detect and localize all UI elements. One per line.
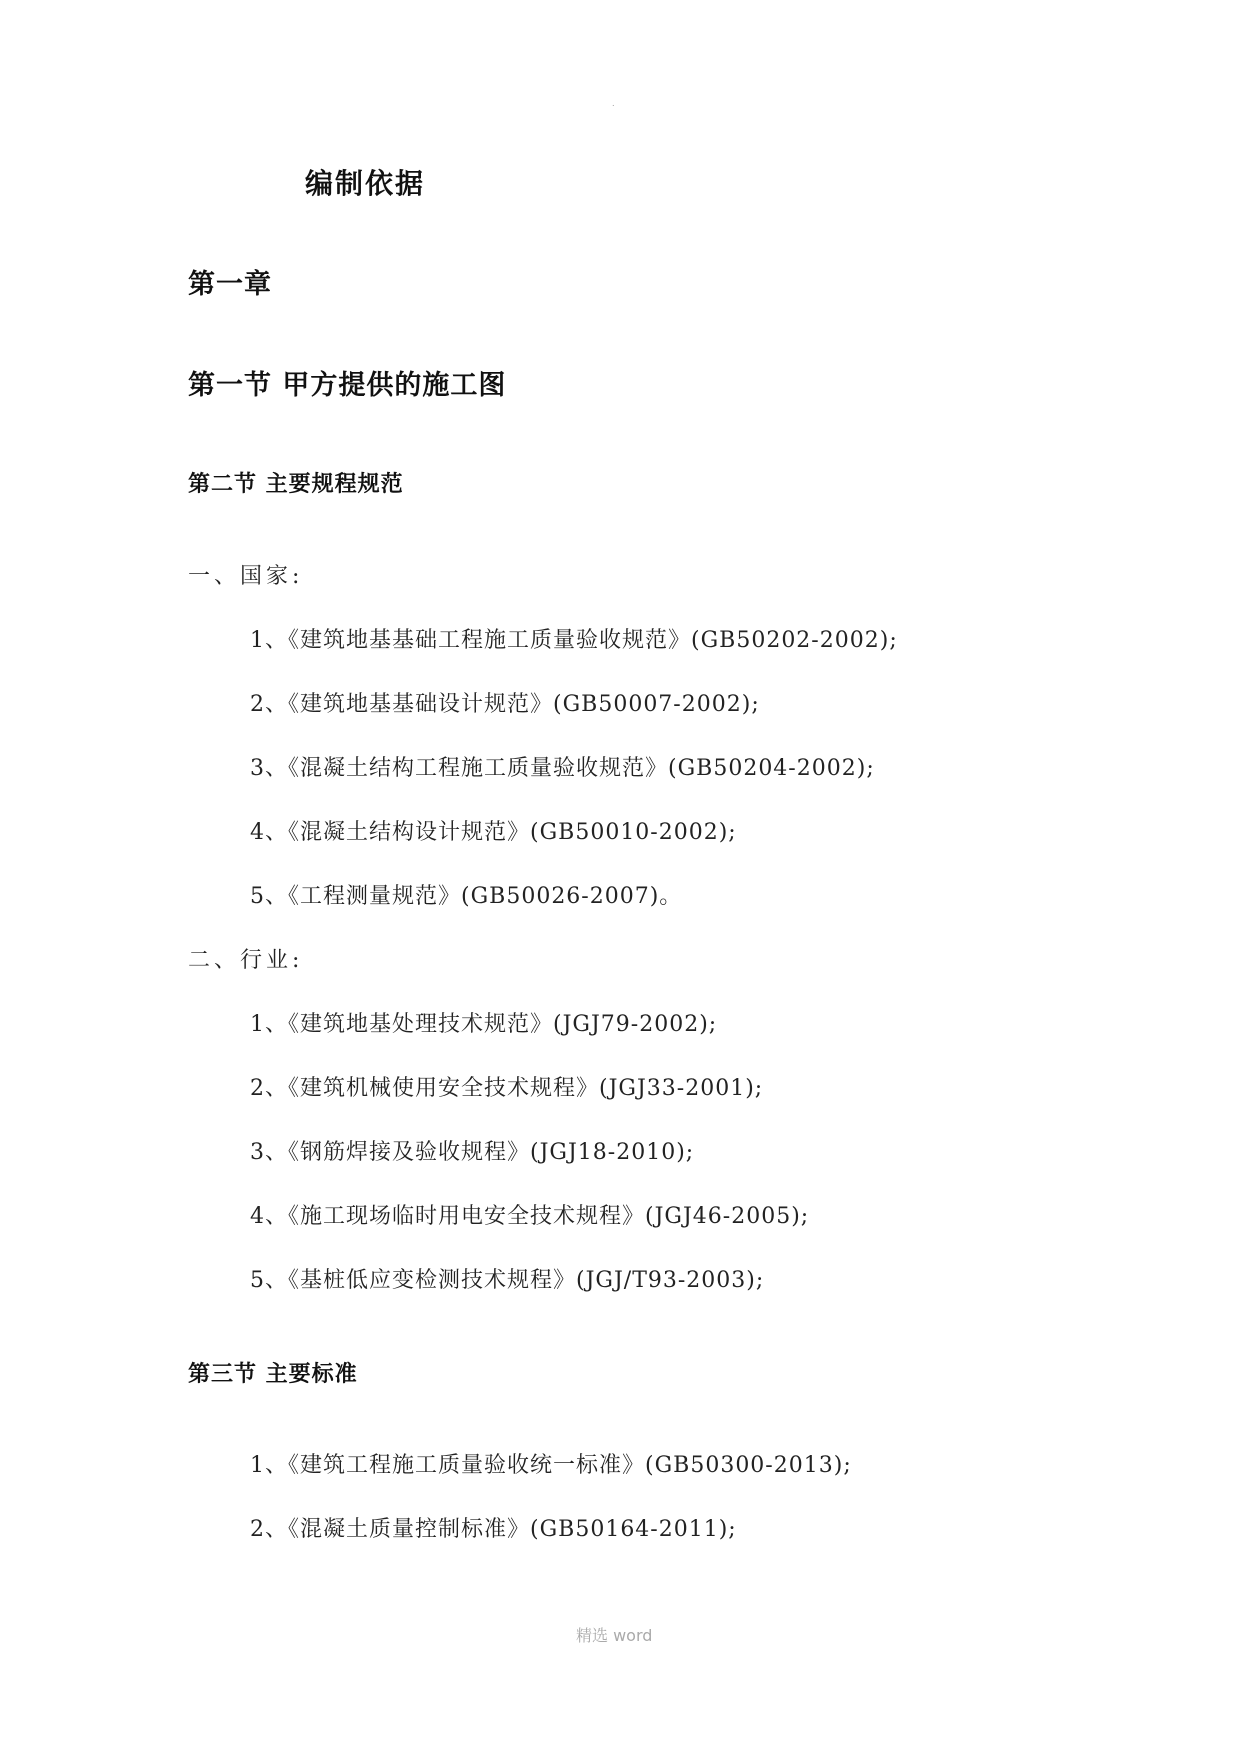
list-item: 2、《建筑地基基础设计规范》(GB50007-2002); <box>250 692 760 717</box>
section-3-heading: 第三节 主要标准 <box>188 1362 358 1387</box>
list-item: 1、《建筑地基基础工程施工质量验收规范》(GB50202-2002); <box>250 628 898 653</box>
list-item: 5、《工程测量规范》(GB50026-2007)。 <box>250 884 683 909</box>
category-national-label: 一、国家: <box>188 564 304 589</box>
chapter-heading: 第一章 <box>188 269 272 300</box>
list-item: 2、《混凝土质量控制标准》(GB50164-2011); <box>250 1517 737 1542</box>
list-item: 1、《建筑地基处理技术规范》(JGJ79-2002); <box>250 1012 718 1037</box>
list-item: 1、《建筑工程施工质量验收统一标准》(GB50300-2013); <box>250 1453 852 1478</box>
list-item: 3、《混凝土结构工程施工质量验收规范》(GB50204-2002); <box>250 756 875 781</box>
footer-watermark: 精选 word <box>576 1626 653 1645</box>
list-item: 2、《建筑机械使用安全技术规程》(JGJ33-2001); <box>250 1076 764 1101</box>
list-item: 5、《基桩低应变检测技术规程》(JGJ/T93-2003); <box>250 1268 765 1293</box>
list-item: 4、《混凝土结构设计规范》(GB50010-2002); <box>250 820 737 845</box>
section-2-heading: 第二节 主要规程规范 <box>188 472 404 497</box>
category-industry-label: 二、行业: <box>188 948 304 973</box>
list-item: 4、《施工现场临时用电安全技术规程》(JGJ46-2005); <box>250 1204 810 1229</box>
list-item: 3、《钢筋焊接及验收规程》(JGJ18-2010); <box>250 1140 695 1165</box>
header-mark: . <box>612 99 615 108</box>
section-1-heading: 第一节 甲方提供的施工图 <box>188 370 507 401</box>
document-title: 编制依据 <box>305 167 426 200</box>
